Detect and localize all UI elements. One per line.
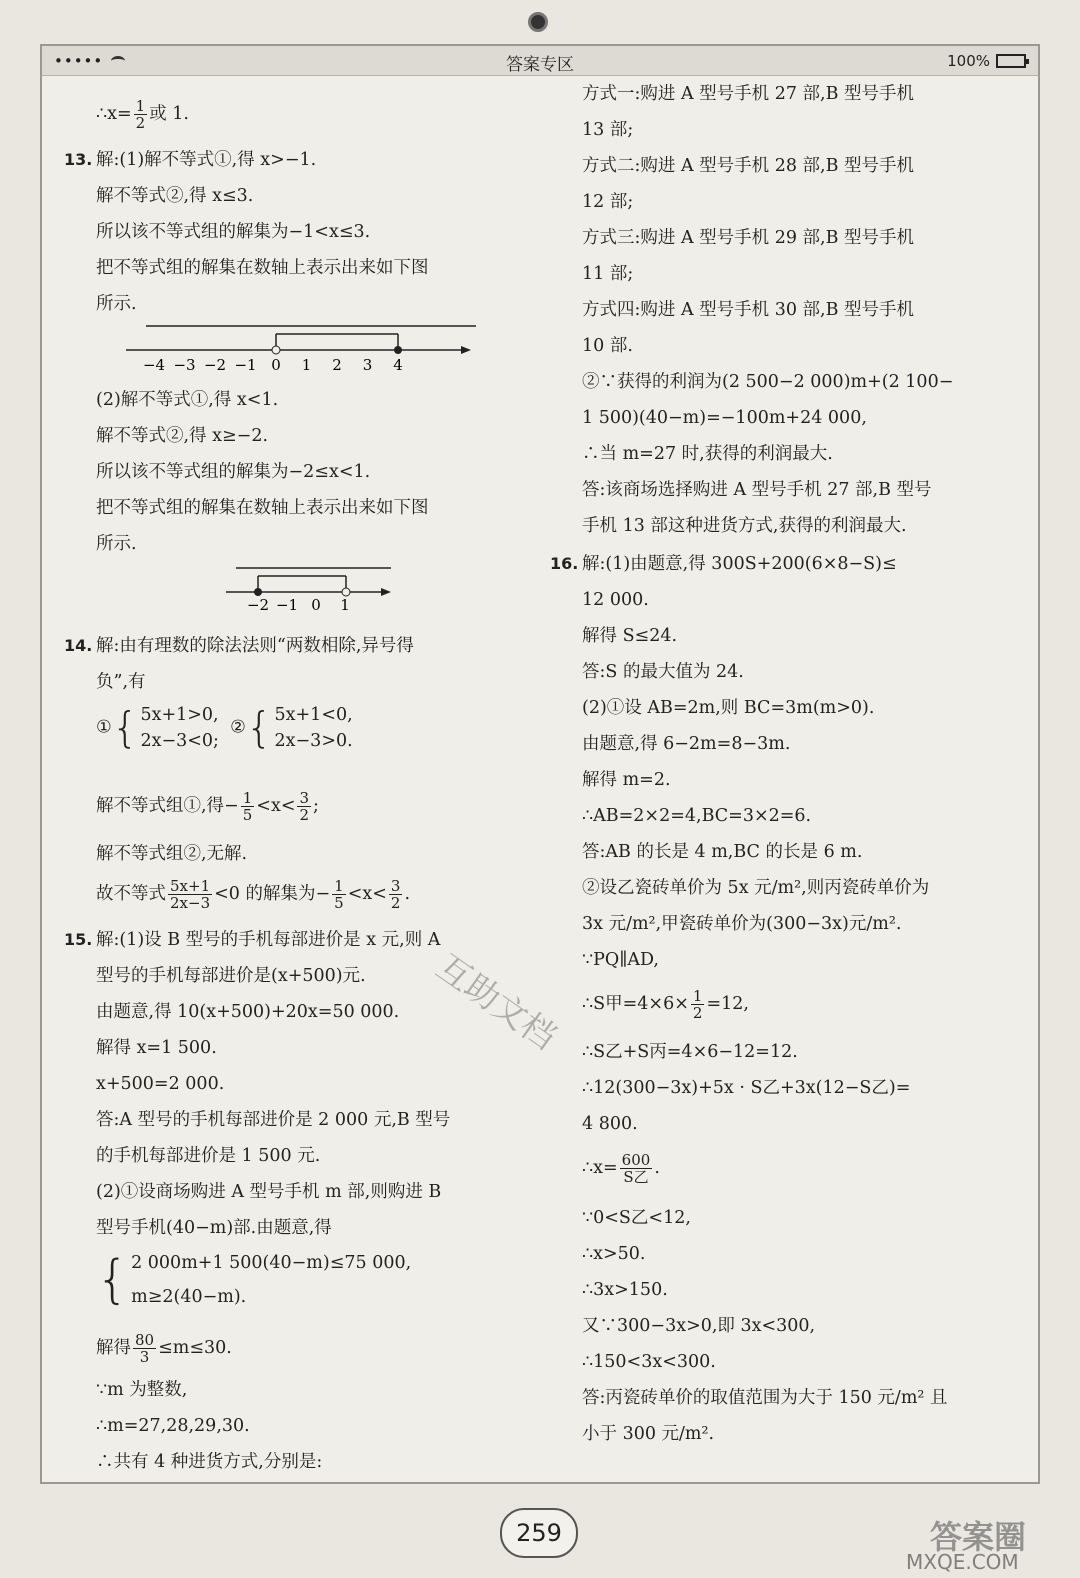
line: ②∵获得的利润为(2 500−2 000)m+(2 100−	[582, 372, 954, 392]
text: 或 1.	[149, 104, 189, 124]
tick-label: 1	[340, 596, 350, 612]
nl2-open-point	[342, 588, 350, 596]
solution-system-1: 解不等式组①,得− $\frac{1}{5}$ <x< $\frac{3}{2}$ ;	[96, 789, 319, 824]
line: 4 800.	[582, 1114, 638, 1134]
line: ∴3x>150.	[582, 1280, 668, 1300]
line: 12 000.	[582, 590, 649, 610]
fraction: $\frac{3}{2}$	[390, 877, 401, 912]
number-line-1	[126, 316, 486, 376]
nl2-arrow	[381, 588, 391, 596]
line: 所以该不等式组的解集为−1<x≤3.	[96, 222, 371, 242]
line: (2)解不等式①,得 x<1.	[96, 390, 279, 410]
line: 解得 m=2.	[582, 770, 671, 790]
line: 又∵300−3x>0,即 3x<300,	[582, 1316, 816, 1336]
line: 答:S 的最大值为 24.	[582, 662, 744, 682]
problem-number-16: 16.	[550, 554, 579, 573]
line: ∴共有 4 种进货方式,分别是:	[96, 1452, 323, 1472]
x-expression: ∴x= $\frac{600}{\text{S乙}}$ .	[582, 1151, 660, 1186]
line: 所示.	[96, 534, 137, 554]
fraction: $\frac{5x+1}{2x-3}$	[170, 877, 211, 912]
fraction: $\frac{1}{2}$	[692, 987, 703, 1022]
line: ∴150<3x<300.	[582, 1352, 716, 1372]
line: 解:(1)由题意,得 300S+200(6×8−S)≤	[582, 554, 897, 574]
line: 解:(1)解不等式①,得 x>−1.	[96, 150, 317, 170]
tick-label: −2	[246, 596, 270, 612]
tick-label: 0	[271, 356, 281, 374]
line: 3x 元/m²,甲瓷砖单价为(300−3x)元/m².	[582, 914, 902, 934]
line: 方式四:购进 A 型号手机 30 部,B 型号手机	[582, 300, 915, 320]
line: ∵PQ∥AD,	[582, 950, 659, 970]
tick-label: 2	[332, 356, 342, 374]
stamp-watermark: 互助文档	[428, 946, 564, 1058]
battery-percent: 100%	[947, 51, 990, 70]
battery-icon	[996, 54, 1026, 68]
site-logo-url: MXQE.COM	[906, 1550, 1019, 1574]
number-line-2	[226, 562, 396, 612]
line: 解:(1)设 B 型号的手机每部进价是 x 元,则 A	[96, 930, 441, 950]
nl1-open-point	[272, 346, 280, 354]
problem-number-13: 13.	[64, 150, 93, 169]
line: 由题意,得 6−2m=8−3m.	[582, 734, 791, 754]
status-title: 答案专区	[506, 55, 574, 75]
tick-label: −4	[142, 356, 166, 374]
line: 由题意,得 10(x+500)+20x=50 000.	[96, 1002, 400, 1022]
line: 11 部;	[582, 264, 634, 284]
line: ∴12(300−3x)+5x · S乙+3x(12−S乙)=	[582, 1078, 911, 1098]
line: ∴当 m=27 时,获得的利润最大.	[582, 444, 833, 464]
fraction: $\frac{600}{\text{S乙}}$	[621, 1151, 651, 1186]
ineq: 2x−3<0;	[140, 731, 219, 751]
line: 答:丙瓷砖单价的取值范围为大于 150 元/m² 且	[582, 1388, 948, 1408]
answer-12-tail	[96, 98, 189, 131]
nl2-closed-point	[254, 588, 262, 596]
line: ∴S乙+S丙=4×6−12=12.	[582, 1042, 798, 1062]
line: 小于 300 元/m².	[582, 1424, 715, 1444]
line: 负”,有	[96, 672, 146, 692]
fraction-one-half: $\frac{1}{2}$	[135, 97, 146, 132]
line: 解不等式组②,无解.	[96, 844, 248, 864]
signal-indicator	[54, 52, 125, 70]
tick-label: −3	[173, 356, 196, 374]
line: 把不等式组的解集在数轴上表示出来如下图	[96, 258, 429, 278]
line: 手机 13 部这种进货方式,获得的利润最大.	[582, 516, 907, 536]
line: 的手机每部进价是 1 500 元.	[96, 1146, 321, 1166]
tick-label: −1	[275, 596, 299, 612]
ineq: 5x+1<0,	[274, 705, 353, 725]
tick-label: 0	[311, 596, 321, 612]
line: 13 部;	[582, 120, 634, 140]
label-circle-2: ②	[230, 717, 246, 738]
nl1-arrow	[461, 346, 471, 354]
ineq: 2x−3>0.	[274, 731, 353, 751]
line: (2)①设商场购进 A 型号手机 m 部,则购进 B	[96, 1182, 442, 1202]
area-jia: ∴S甲=4×6× $\frac{1}{2}$ =12,	[582, 987, 749, 1022]
tick-label: −2	[203, 356, 227, 374]
nl1-closed-point	[394, 346, 402, 354]
camera-dot	[528, 12, 548, 32]
line: 解:由有理数的除法法则“两数相除,异号得	[96, 636, 414, 656]
signal-dots: •••••	[54, 51, 104, 70]
line: 方式三:购进 A 型号手机 29 部,B 型号手机	[582, 228, 915, 248]
tick-label: 4	[393, 356, 403, 374]
line: ∴AB=2×2=4,BC=3×2=6.	[582, 806, 812, 826]
tick-label: 3	[362, 356, 373, 374]
fraction: $\frac{3}{2}$	[299, 789, 310, 824]
solution-range-m: 解得 $\frac{80}{3}$ ≤m≤30.	[96, 1331, 232, 1366]
ineq: 5x+1>0,	[140, 705, 219, 725]
line: 答:AB 的长是 4 m,BC 的长是 6 m.	[582, 842, 863, 862]
line: ∴m=27,28,29,30.	[96, 1416, 250, 1436]
problem-number-14: 14.	[64, 636, 93, 655]
line: ②设乙瓷砖单价为 5x 元/m²,则丙瓷砖单价为	[582, 878, 930, 898]
line: x+500=2 000.	[96, 1074, 225, 1094]
line: 方式二:购进 A 型号手机 28 部,B 型号手机	[582, 156, 915, 176]
fraction: $\frac{1}{5}$	[334, 877, 344, 912]
fraction: $\frac{80}{3}$	[135, 1331, 155, 1366]
nl1-ticks	[143, 356, 403, 374]
line: 所示.	[96, 294, 137, 314]
line: 12 部;	[582, 192, 634, 212]
status-bar	[42, 46, 1038, 76]
site-logo: 答案圈	[930, 1518, 1027, 1556]
system-15: { 2 000m+1 500(40−m)≤75 000, m≥2(40−m).	[96, 1250, 412, 1310]
line: 1 500)(40−m)=−100m+24 000,	[582, 408, 867, 428]
label-circle-1: ①	[96, 717, 112, 738]
page-number: 259	[500, 1508, 578, 1558]
fraction: $\frac{1}{5}$	[242, 789, 253, 824]
line: 型号的手机每部进价是(x+500)元.	[96, 966, 366, 986]
line: 解不等式②,得 x≤3.	[96, 186, 254, 206]
tick-label: 1	[301, 356, 312, 374]
battery-indicator	[947, 52, 1026, 70]
line: 解得 S≤24.	[582, 626, 678, 646]
line: 把不等式组的解集在数轴上表示出来如下图	[96, 498, 429, 518]
problem-number-15: 15.	[64, 930, 93, 949]
text: ∴x=	[96, 104, 132, 124]
line: 所以该不等式组的解集为−2≤x<1.	[96, 462, 371, 482]
line: 解不等式②,得 x≥−2.	[96, 426, 269, 446]
nl2-ticks	[247, 596, 350, 612]
system-pair	[96, 702, 353, 754]
line: (2)①设 AB=2m,则 BC=3m(m>0).	[582, 698, 875, 718]
line: 解得 x=1 500.	[96, 1038, 217, 1058]
system-1: { 5x+1>0, 2x−3<0;	[111, 703, 219, 752]
line: 型号手机(40−m)部.由题意,得	[96, 1218, 332, 1238]
line: 答:该商场选择购进 A 型号手机 27 部,B 型号	[582, 480, 932, 500]
system-2: { 5x+1<0, 2x−3>0.	[245, 703, 353, 752]
line: 答:A 型号的手机每部进价是 2 000 元,B 型号	[96, 1110, 451, 1130]
final-answer-14: 故不等式 $\frac{5x+1}{2x-3}$ <0 的解集为− $\frac{1}{5}$ <x< $\frac{3}{2}$ .	[96, 877, 411, 912]
line: ∵0<S乙<12,	[582, 1208, 691, 1228]
line: ∴x>50.	[582, 1244, 646, 1264]
line: ∵m 为整数,	[96, 1380, 188, 1400]
tick-label: −1	[234, 356, 257, 374]
wifi-icon	[111, 56, 125, 66]
line: 10 部.	[582, 336, 633, 356]
line: 方式一:购进 A 型号手机 27 部,B 型号手机	[582, 84, 915, 104]
